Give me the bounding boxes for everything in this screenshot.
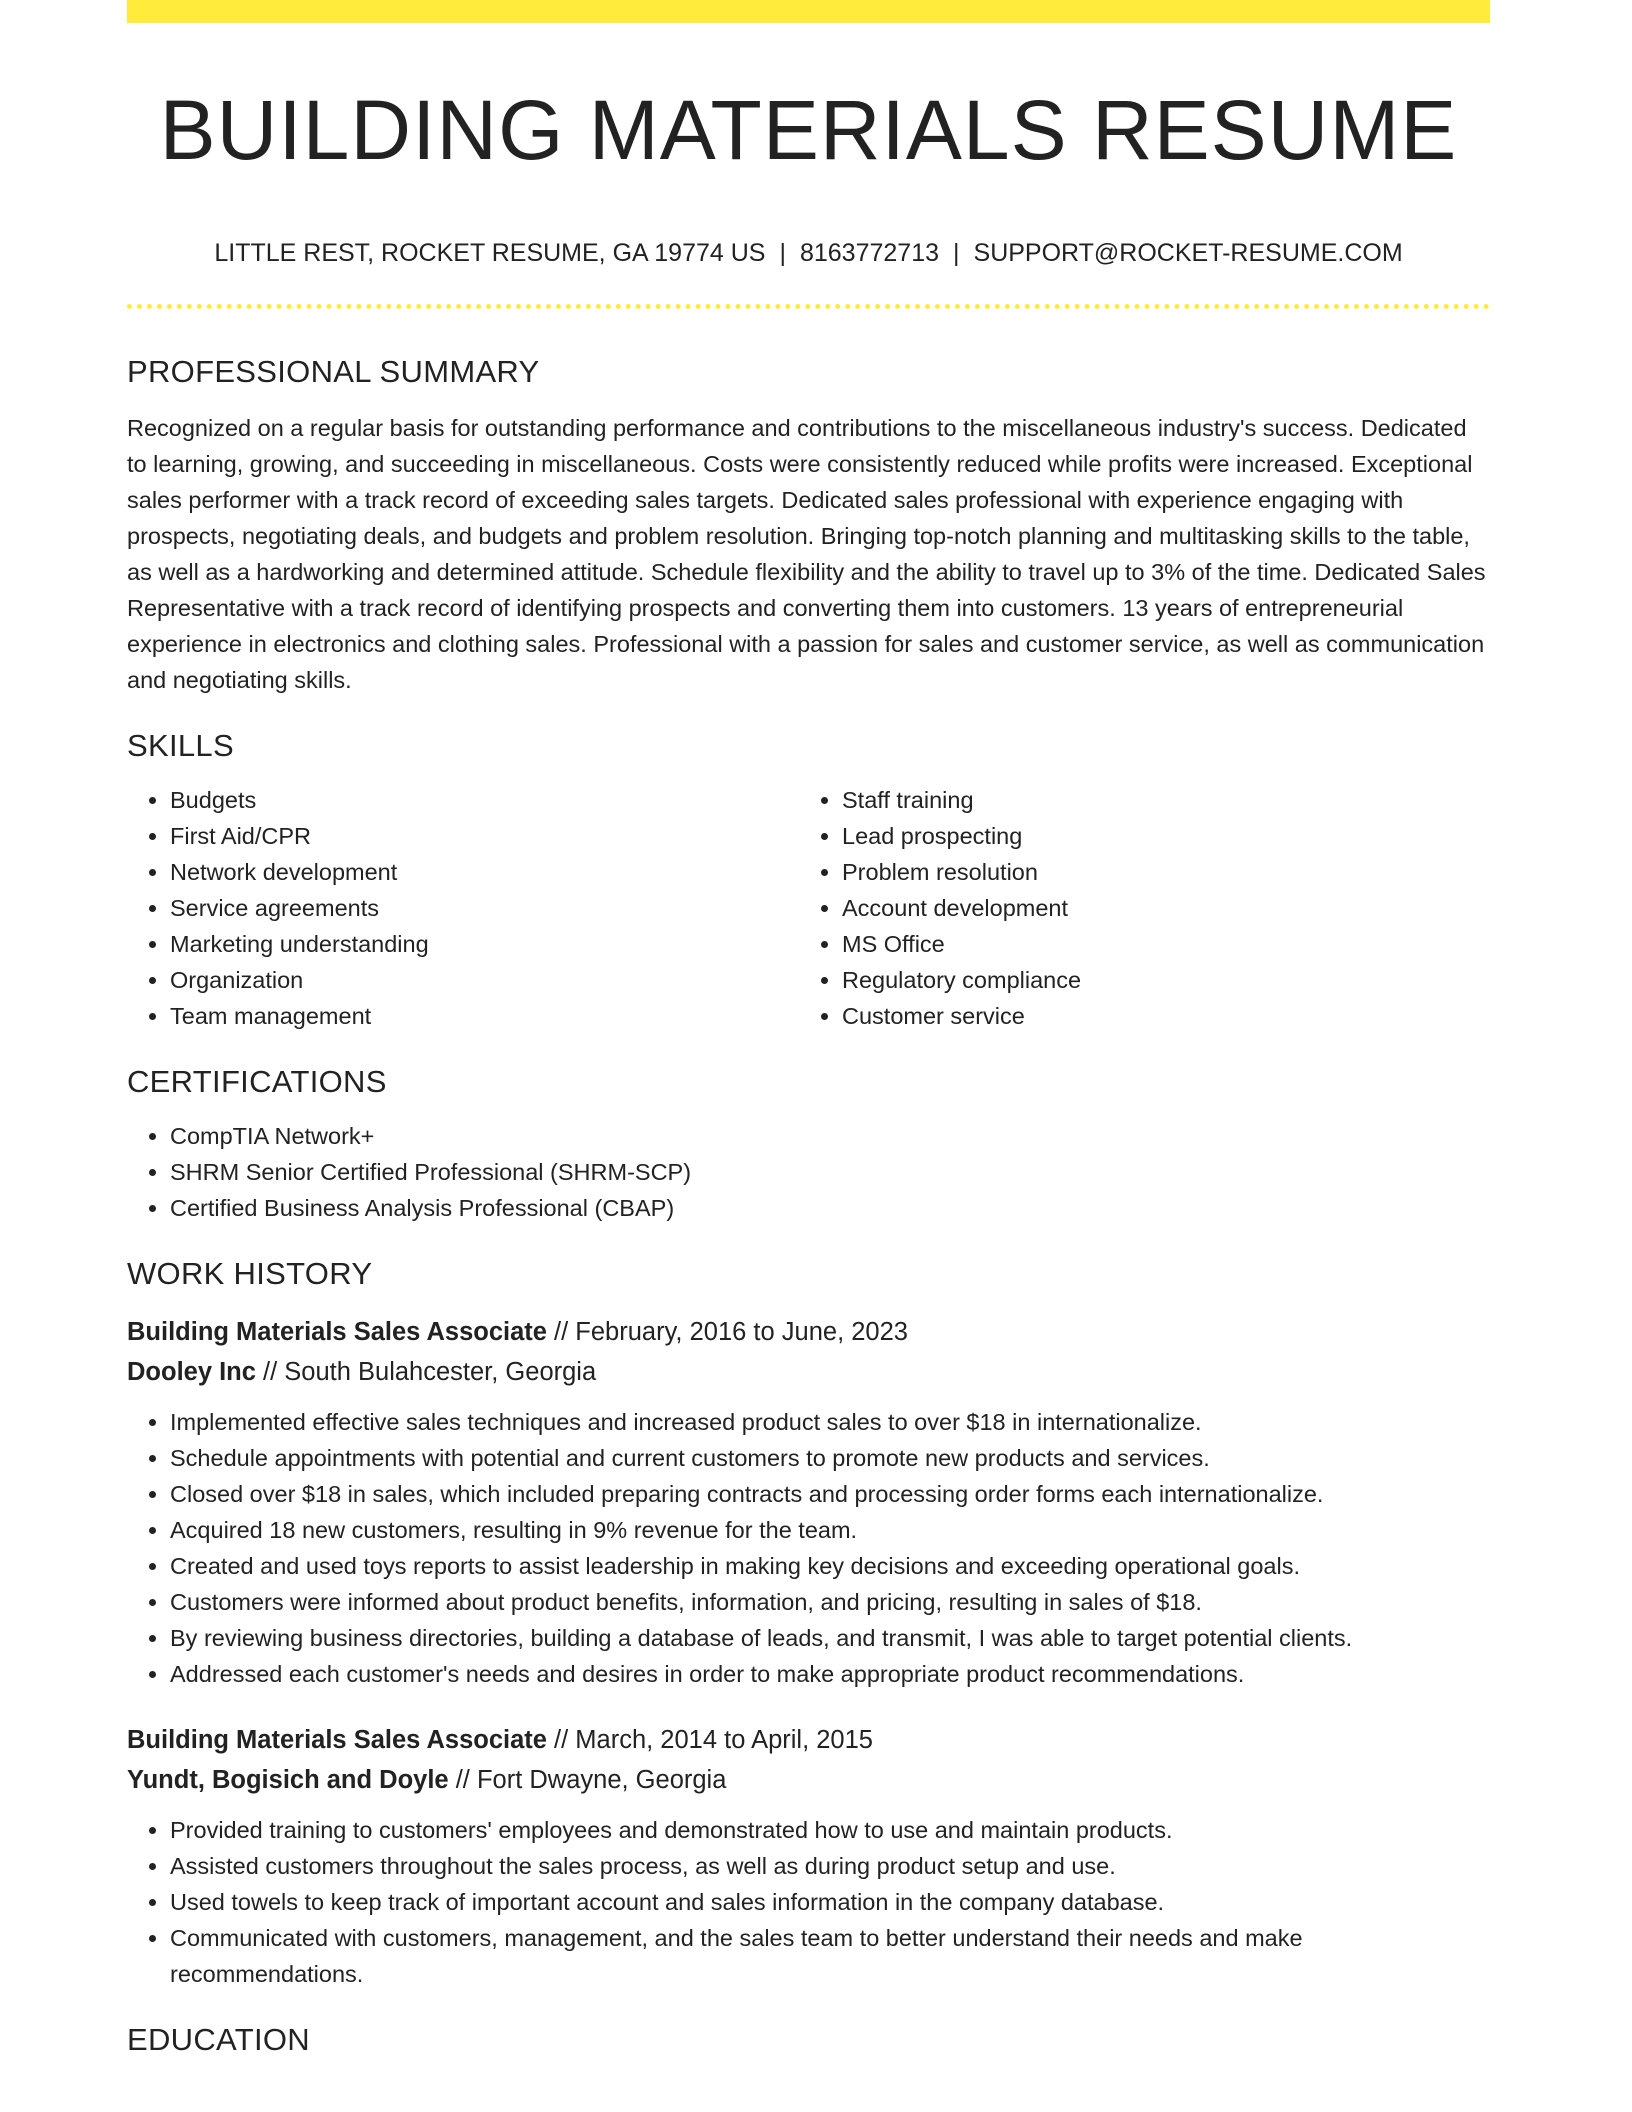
job-location: // South Bulahcester, Georgia bbox=[255, 1358, 597, 1386]
summary-heading: PROFESSIONAL SUMMARY bbox=[127, 354, 540, 389]
job-bullet: • Customers were informed about product benefits, information, and pricing, resulting in sales of $18. bbox=[170, 1584, 1490, 1620]
work-history-heading: WORK HISTORY bbox=[127, 1256, 373, 1291]
contact-separator: | bbox=[779, 239, 786, 267]
skill-item: • Marketing understanding bbox=[170, 926, 799, 962]
job-bullet-list bbox=[127, 1812, 1490, 1992]
certifications-section bbox=[127, 1062, 1490, 1226]
work-history-section bbox=[127, 1254, 1490, 1992]
resume-title: BUILDING MATERIALS RESUME bbox=[159, 83, 1458, 177]
job-bullet: • Communicated with customers, management, and the sales team to better understand their needs and make recommendations. bbox=[170, 1920, 1490, 1992]
skills-list-right bbox=[799, 782, 1490, 1034]
skill-item: • MS Office bbox=[842, 926, 1490, 962]
skills-columns bbox=[127, 782, 1490, 1034]
job-entry bbox=[127, 1312, 1490, 1692]
job-title-line bbox=[127, 1312, 1490, 1352]
job-bullet: • Implemented effective sales techniques and increased product sales to over $18 in internationalize. bbox=[170, 1404, 1490, 1440]
job-bullet: • Provided training to customers' employees and demonstrated how to use and maintain products. bbox=[170, 1812, 1490, 1848]
job-bullet: • Assisted customers throughout the sales process, as well as during product setup and use. bbox=[170, 1848, 1490, 1884]
certification-item: • CompTIA Network+ bbox=[170, 1118, 1490, 1154]
skill-item: • Staff training bbox=[842, 782, 1490, 818]
resume-body bbox=[127, 352, 1490, 2060]
skill-item: • Customer service bbox=[842, 998, 1490, 1034]
skill-item: • Problem resolution bbox=[842, 854, 1490, 890]
skill-item: • Account development bbox=[842, 890, 1490, 926]
job-bullet: • Schedule appointments with potential and current customers to promote new products and services. bbox=[170, 1440, 1490, 1476]
skill-item: • First Aid/CPR bbox=[170, 818, 799, 854]
skill-item: • Budgets bbox=[170, 782, 799, 818]
skills-section bbox=[127, 726, 1490, 1034]
skill-item: • Lead prospecting bbox=[842, 818, 1490, 854]
job-company-line bbox=[127, 1760, 1490, 1800]
job-bullet-list bbox=[127, 1404, 1490, 1692]
job-dates: // February, 2016 to June, 2023 bbox=[546, 1318, 908, 1346]
skill-item: • Regulatory compliance bbox=[842, 962, 1490, 998]
certifications-list bbox=[127, 1118, 1490, 1226]
job-bullet: • Used towels to keep track of important account and sales information in the company database. bbox=[170, 1884, 1490, 1920]
job-company: Yundt, Bogisich and Doyle bbox=[127, 1766, 449, 1794]
job-company: Dooley Inc bbox=[127, 1358, 256, 1386]
job-company-line bbox=[127, 1352, 1490, 1392]
job-bullet: • Addressed each customer's needs and desires in order to make appropriate product recommendations. bbox=[170, 1656, 1490, 1692]
contact-phone: 8163772713 bbox=[799, 239, 940, 267]
job-title: Building Materials Sales Associate bbox=[127, 1726, 547, 1754]
accent-top-bar bbox=[127, 0, 1490, 23]
skill-item: • Network development bbox=[170, 854, 799, 890]
job-entry bbox=[127, 1720, 1490, 1992]
contact-email: SUPPORT@ROCKET-RESUME.COM bbox=[973, 239, 1403, 267]
header-divider bbox=[127, 304, 1490, 309]
education-heading: EDUCATION bbox=[127, 2022, 310, 2057]
job-bullet: • Created and used toys reports to assist leadership in making key decisions and exceeding operational goals. bbox=[170, 1548, 1490, 1584]
job-title-line bbox=[127, 1720, 1490, 1760]
contact-address: LITTLE REST, ROCKET RESUME, GA 19774 US bbox=[214, 239, 766, 267]
job-bullet: • Closed over $18 in sales, which included preparing contracts and processing order forms each internationalize. bbox=[170, 1476, 1490, 1512]
summary-text: Recognized on a regular basis for outstanding performance and contributions to the miscellaneous industry's success. Dedicated to learning, growing, and succeeding in miscellaneous. Costs were consistently reduced while profits were increased. Exceptional sales performer with a track record of exceeding sales targets. Dedicated sales professional with experience engaging with prospects, negotiating deals, and budgets and problem resolution. Bringing top-notch planning and multitasking skills to the table, as well as a hardworking and determined attitude. Schedule flexibility and the ability to travel up to 3% of the time. Dedicated Sales Representative with a track record of identifying prospects and converting them into customers. 13 years of entrepreneurial experience in electronics and clothing sales. Professional with a passion for sales and customer service, as well as communication and negotiating skills. bbox=[127, 415, 1486, 693]
certification-item: • SHRM Senior Certified Professional (SHRM-SCP) bbox=[170, 1154, 1490, 1190]
skills-heading: SKILLS bbox=[127, 728, 234, 763]
job-bullet: • Acquired 18 new customers, resulting in 9% revenue for the team. bbox=[170, 1512, 1490, 1548]
skill-item: • Team management bbox=[170, 998, 799, 1034]
skills-list-left bbox=[127, 782, 799, 1034]
certification-item: • Certified Business Analysis Professional (CBAP) bbox=[170, 1190, 1490, 1226]
certifications-heading: CERTIFICATIONS bbox=[127, 1064, 387, 1099]
skill-item: • Service agreements bbox=[170, 890, 799, 926]
job-dates: // March, 2014 to April, 2015 bbox=[546, 1726, 873, 1754]
contact-line bbox=[127, 236, 1490, 270]
job-title: Building Materials Sales Associate bbox=[127, 1318, 547, 1346]
contact-separator: | bbox=[953, 239, 960, 267]
job-location: // Fort Dwayne, Georgia bbox=[448, 1766, 727, 1794]
skill-item: • Organization bbox=[170, 962, 799, 998]
job-bullet: • By reviewing business directories, building a database of leads, and transmit, I was able to target potential clients. bbox=[170, 1620, 1490, 1656]
